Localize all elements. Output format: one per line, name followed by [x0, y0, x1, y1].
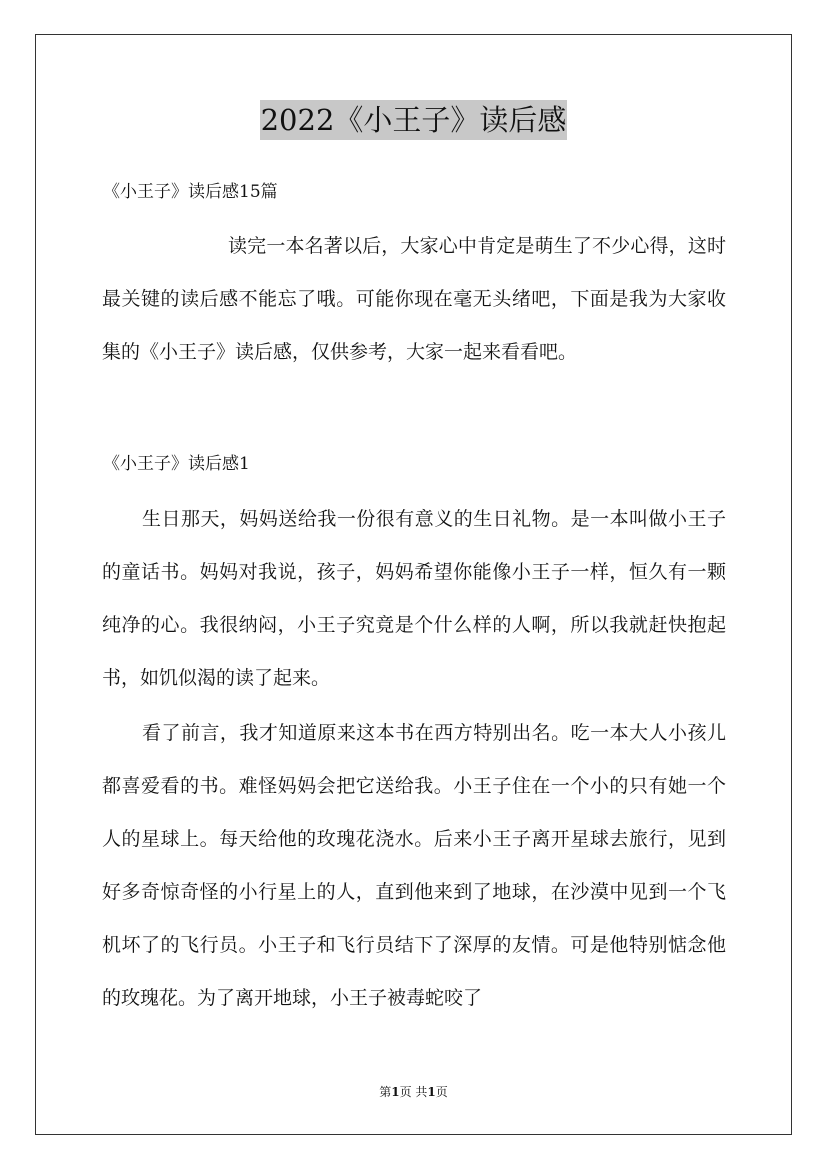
footer-page-number: 1 — [391, 1085, 400, 1099]
intro-paragraph: 读完一本名著以后，大家心中肯定是萌生了不少心得，这时最关键的读后感不能忘了哦。可能你现在毫无头绪吧，下面是我为大家收集的《小王子》读后感，仅供参考，大家一起来看看吧。 — [102, 235, 726, 363]
footer-mid: 页 共 — [399, 1085, 428, 1099]
document-subtitle: 《小王子》读后感15篇 — [103, 182, 278, 202]
body-paragraph: 生日那天，妈妈送给我一份很有意义的生日礼物。是一本叫做小王子的童话书。妈妈对我说，孩子，妈妈希望你能像小王子一样，恒久有一颗纯净的心。我很纳闷，小王子究竟是个什么样的人啊，所以我就赶快抱起书，如饥似渴的读了起来。 — [102, 508, 726, 689]
footer-prefix: 第 — [379, 1085, 392, 1099]
footer-total-pages: 1 — [427, 1085, 436, 1099]
section-heading: 《小王子》读后感1 — [103, 454, 250, 474]
footer-suffix: 页 — [435, 1085, 448, 1099]
document-title: 2022《小王子》读后感 — [260, 100, 568, 140]
title-container — [0, 100, 827, 140]
body-paragraph: 看了前言，我才知道原来这本书在西方特别出名。吃一本大人小孩儿都喜爱看的书。难怪妈妈会把它送给我。小王子住在一个小的只有她一个人的星球上。每天给他的玫瑰花浇水。后来小王子离开星球去旅行，见到好多奇惊奇怪的小行星上的人，直到他来到了地球，在沙漠中见到一个飞机坏了的飞行员。小王子和飞行员结下了深厚的友情。可是他特别惦念他的玫瑰花。为了离开地球，小王子被毒蛇咬了 — [102, 722, 726, 1009]
page-footer — [0, 1083, 827, 1101]
